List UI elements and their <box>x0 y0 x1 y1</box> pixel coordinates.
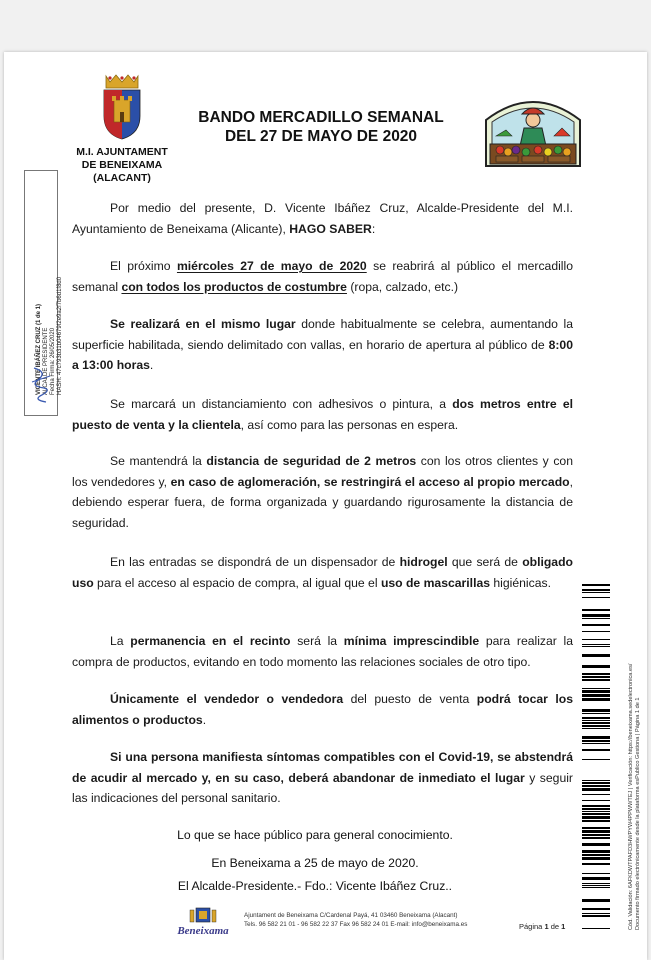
schedule-highlight: 8:00 a 13:00 horas <box>72 337 573 372</box>
barcode-bar <box>582 813 610 815</box>
barcode-bar <box>582 584 610 586</box>
barcode-bar <box>582 915 610 917</box>
text-run: con los otros clientes y con los vendedores y, <box>72 454 573 489</box>
text-run-bold: Si una persona manifiesta síntomas compatibles con el Covid-19, se abstendrá de acudir al mercado y, en su caso, deberá abandonar de inmediato el lugar <box>72 750 573 785</box>
barcode-bar <box>582 782 610 784</box>
municipality-label <box>66 146 178 185</box>
barcode-bar <box>582 800 610 801</box>
text-run: La <box>110 634 131 648</box>
barcode-bar <box>582 794 610 795</box>
text-run-bold: permanencia en el recinto <box>130 634 291 648</box>
barcode-bar <box>582 639 610 640</box>
barcode-bar <box>582 676 610 678</box>
text-run-bold: Únicamente el vendedor o vendedora <box>110 692 344 706</box>
text-run: Se mantendrá la <box>110 454 207 468</box>
paragraph-hygiene <box>72 552 573 593</box>
text-run-bold: distancia de seguridad de 2 metros <box>206 454 417 468</box>
barcode-bar <box>582 679 610 681</box>
barcode-bar <box>582 597 610 598</box>
barcode-bar <box>582 709 610 712</box>
barcode-bar <box>582 873 610 874</box>
barcode-bar <box>582 736 610 739</box>
text-run: se reabrirá al público el mercadillo semanal <box>72 259 573 294</box>
barcode-bar <box>582 913 610 914</box>
handwritten-signature <box>28 362 54 406</box>
title-line: BANDO MERCADILLO SEMANAL <box>198 109 444 126</box>
page-prefix: Página <box>519 922 545 931</box>
footer-phones: Tels. 96 582 21 01 - 96 582 22 37 Fax 96 582 24 01 E-mail: info@beneixama.es <box>244 921 468 928</box>
paragraph-vendor-only <box>72 689 573 730</box>
barcode-bar <box>582 717 610 719</box>
municipal-crest-icon <box>98 72 146 142</box>
verification-code <box>628 664 642 930</box>
barcode-bar <box>582 614 610 617</box>
text-run-bold: en caso de aglomeración, se restringirá el acceso al propio mercado <box>170 474 570 489</box>
barcode-bar <box>582 808 610 810</box>
barcode-bar <box>582 908 610 910</box>
barcode-bar <box>582 883 610 884</box>
text-run-bold: hidrogel <box>399 555 448 569</box>
text-run: El próximo <box>110 259 177 273</box>
text-run: para el acceso al espacio de compra, al igual que el <box>93 575 381 590</box>
barcode-bar <box>582 788 610 791</box>
barcode-bar <box>582 820 610 822</box>
barcode-bar <box>582 877 610 880</box>
page-of: de <box>548 922 562 931</box>
text-run-bold: podrá tocar los alimentos o productos <box>72 692 573 727</box>
paragraph-covid-symptoms <box>72 747 573 809</box>
market-vendor-illustration <box>482 92 584 168</box>
barcode-bar <box>582 725 610 727</box>
barcode-bar <box>582 722 610 724</box>
title-line: DEL 27 DE MAYO DE 2020 <box>224 128 418 145</box>
footer-contact <box>244 911 467 929</box>
text-run: será la <box>290 634 344 648</box>
text-run: (ropa, calzado, etc.) <box>346 279 459 294</box>
text-run: que será de <box>447 555 523 569</box>
barcode-bar <box>582 749 610 751</box>
barcode-bar <box>582 885 610 886</box>
barcode-bar <box>582 624 610 626</box>
barcode-bar <box>582 743 610 744</box>
barcode-bar <box>582 805 610 807</box>
text-run: Se marcará un distanciamiento con adhesivos o pintura, a <box>110 397 453 411</box>
barcode-bar <box>582 850 610 853</box>
barcode-bar <box>582 589 610 591</box>
beneixama-logo-icon <box>170 906 236 938</box>
barcode-bar <box>582 816 610 819</box>
text-run: , debiendo esperar fuera, de forma organizada y guardando rigurosamente la distancia de seguridad. <box>72 474 573 530</box>
barcode-bar <box>582 785 610 787</box>
paragraph-safety-distance <box>72 451 573 533</box>
text-run: del puesto de venta <box>343 692 477 706</box>
verification-line: Documento firmado electrónicamente desde la plataforma esPublico Gestiona | Página 1 de 1 <box>635 697 641 930</box>
barcode-bar <box>582 688 610 689</box>
barcode-bar <box>582 654 610 657</box>
text-run: , así como para las personas en espera. <box>240 417 459 432</box>
barcode-bar <box>582 928 610 929</box>
barcode-bar <box>582 759 610 760</box>
text-run: : <box>371 221 376 236</box>
page-number <box>519 922 565 931</box>
text-run: para realizar la compra de productos, evitando en todo momento las relaciones sociales de otro tipo. <box>72 634 574 669</box>
barcode-bar <box>582 899 610 902</box>
barcode-bar <box>582 854 610 856</box>
paragraph-location <box>72 314 573 376</box>
barcode-bar <box>582 780 610 781</box>
text-run-bold: HAGO SABER <box>289 221 372 236</box>
text-run-bold: obligado uso <box>72 555 573 590</box>
signature-line: ALCALDE PRESIDENTE <box>43 327 49 395</box>
text-run: En las entradas se dispondrá de un dispensador de <box>110 555 400 569</box>
paragraph-permanence <box>72 631 573 672</box>
verification-line: Cód. Validación: 6AFKDWTPAFD3HWPYW4PPWWTEJ | Verificación: https://beneixama.sedelectronica.es/ <box>628 663 634 930</box>
barcode-bar <box>582 740 610 742</box>
text-run: Por medio del presente, D. Vicente Ibáñez Cruz, Alcalde-Presidente del M.I. Ayuntamiento de Beneixama (Alicante), <box>72 201 573 236</box>
barcode-bar <box>582 857 610 860</box>
closing-date: En Beneixama a 25 de mayo de 2020. <box>211 856 419 870</box>
barcode-bar <box>582 837 610 839</box>
products-highlight: con todos los productos de costumbre <box>121 279 347 294</box>
barcode-bar <box>582 811 610 812</box>
signature-line: Fecha Firma: 26/05/2020 <box>50 327 56 395</box>
barcode-bar <box>582 887 610 888</box>
text-run-bold: Se realizará en el mismo lugar <box>110 317 296 331</box>
date-highlight: miércoles 27 de mayo de 2020 <box>176 259 367 273</box>
municipality-label-line: (ALACANT) <box>93 172 151 184</box>
signature-line: HASH: 47c793b31b04679f2e9a2f7b6d1f8d0 <box>57 276 63 395</box>
paragraph-reopening <box>72 256 573 297</box>
barcode-bar <box>582 673 610 675</box>
barcode-bar <box>582 830 610 833</box>
page-current: 1 <box>544 922 549 931</box>
barcode-bar <box>582 834 610 836</box>
barcode-bar <box>582 720 610 721</box>
text-run: y seguir las indicaciones del personal sanitario. <box>72 770 573 805</box>
barcode-bar <box>582 843 610 846</box>
text-run-bold: dos metros entre el puesto de venta y la clientela <box>72 397 573 432</box>
paragraph-intro <box>72 198 573 239</box>
barcode-bar <box>582 631 610 632</box>
text-run: . <box>202 712 207 727</box>
text-run-bold: uso de mascarillas <box>380 575 491 590</box>
barcode-bar <box>582 690 610 693</box>
barcode-bar <box>582 863 610 865</box>
municipality-label-line: DE BENEIXAMA <box>81 159 163 171</box>
barcode-bar <box>582 646 610 647</box>
barcode-bar <box>582 713 610 714</box>
barcode-bar <box>582 665 610 668</box>
barcode-bar <box>582 592 610 593</box>
municipality-label-line: M.I. AJUNTAMENT <box>76 146 168 158</box>
page-total: 1 <box>561 922 566 931</box>
svg-text:Beneixama: Beneixama <box>177 925 229 937</box>
footer-address: Ajuntament de Beneixama C/Cardenal Payá, 41 03460 Beneixama (Alacant) <box>244 912 458 919</box>
text-run: . <box>149 358 154 372</box>
paragraph-distancing-marks <box>72 394 573 435</box>
signature-line: VICENTE IBÁÑEZ CRUZ (1 de 1) <box>36 303 42 395</box>
barcode-bar <box>582 827 610 829</box>
barcode-icon <box>582 584 610 932</box>
closing-signatory: El Alcalde-Presidente.- Fdo.: Vicente Ibáñez Cruz.. <box>177 879 453 893</box>
barcode-bar <box>582 644 610 645</box>
barcode-bar <box>582 698 610 701</box>
text-run-bold: mínima imprescindible <box>343 634 480 648</box>
closing-statement: Lo que se hace público para general conocimiento. <box>177 828 453 842</box>
text-run: higiénicas. <box>490 575 551 590</box>
barcode-bar <box>582 618 610 619</box>
barcode-bar <box>582 609 610 611</box>
barcode-bar <box>582 728 610 729</box>
text-run: donde habitualmente se celebra, aumentando la superficie habilitada, siendo delimitado con vallas, en horario de apertura al público de <box>72 317 573 352</box>
document-title <box>176 108 466 146</box>
barcode-bar <box>582 694 610 697</box>
